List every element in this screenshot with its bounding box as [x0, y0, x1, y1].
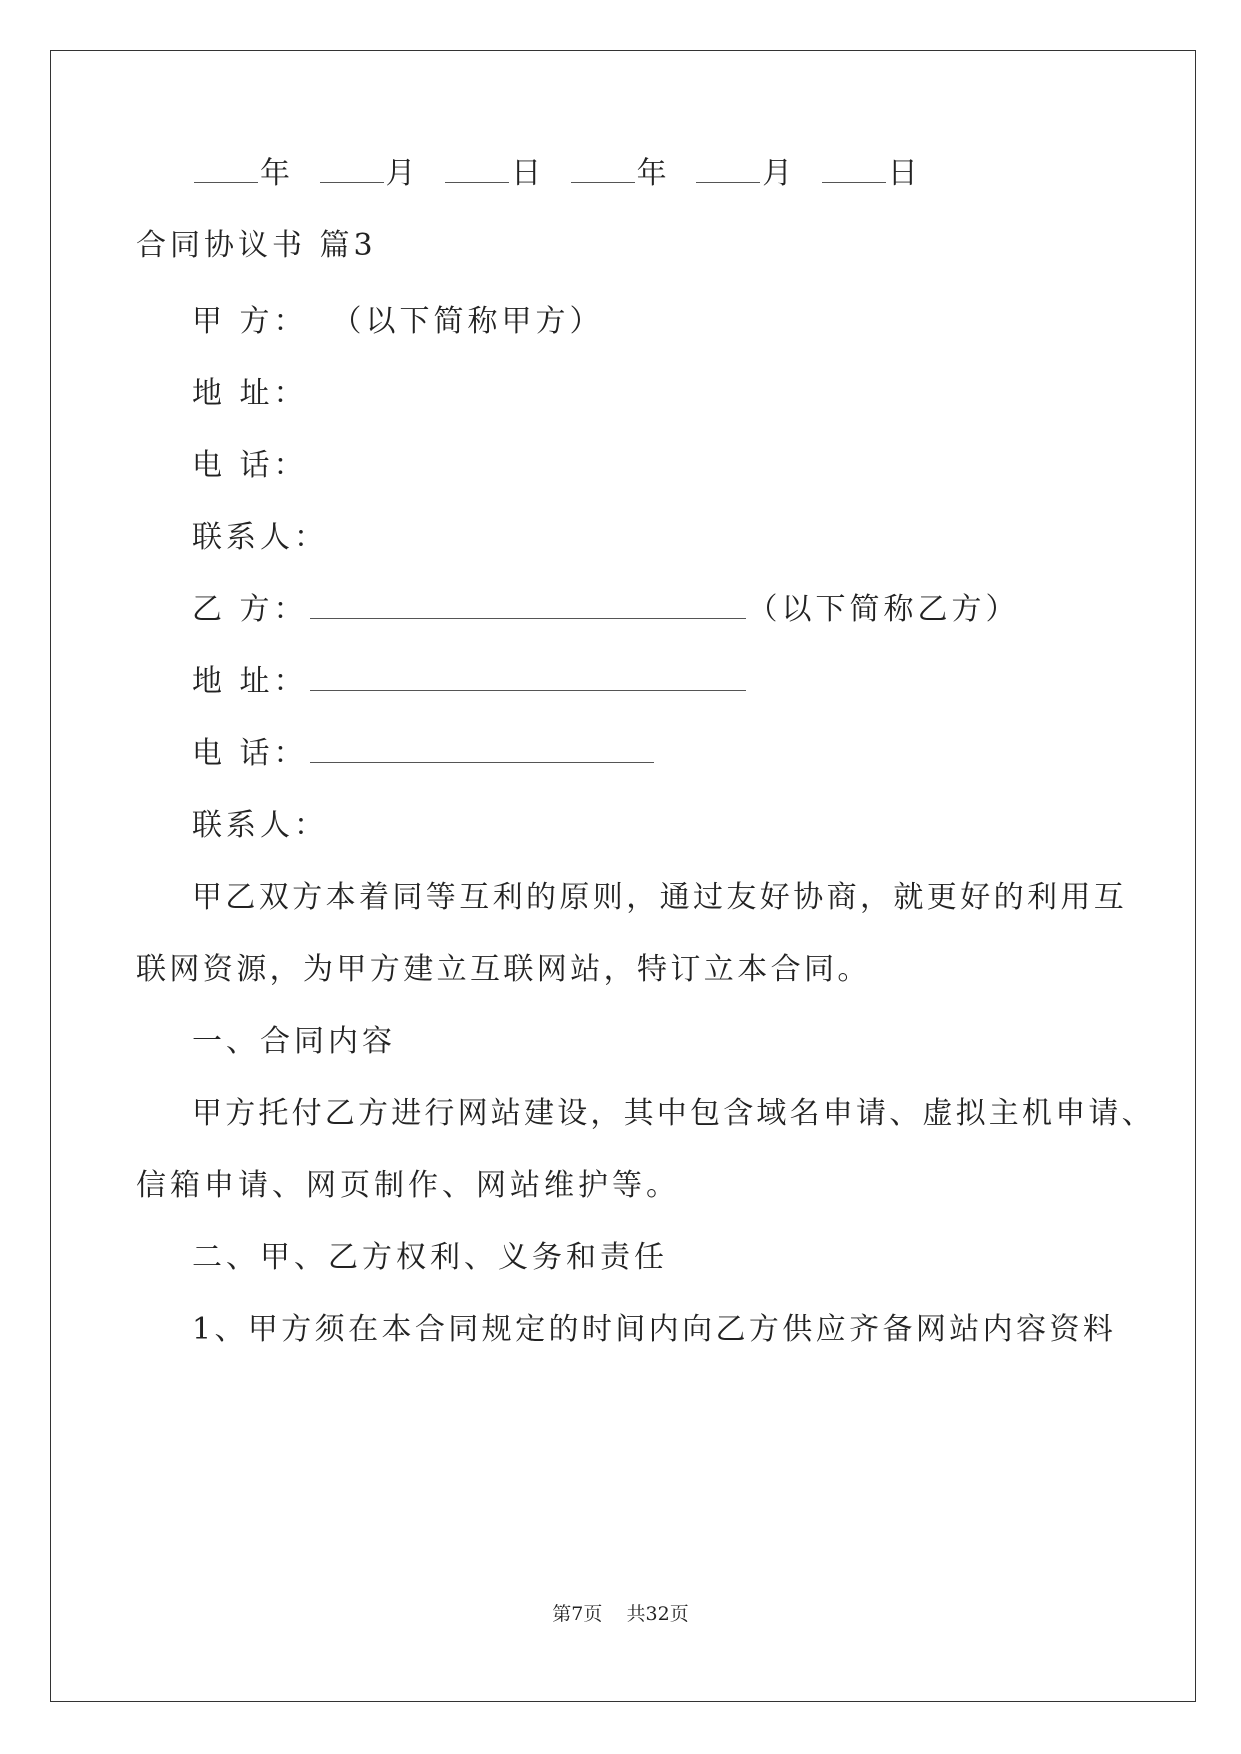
- party-b-address: [192, 662, 748, 702]
- party-a-address-label: 地 址：: [192, 376, 308, 411]
- content-line-1: 甲方托付乙方进行网站建设，其中包含域名申请、虚拟主机申请、: [192, 1096, 1155, 1131]
- month-blank-1[interactable]: [320, 156, 384, 183]
- party-a-name-suffix: （以下简称甲方）: [331, 304, 604, 339]
- party-a-name-label: 甲 方：: [192, 304, 308, 339]
- party-b-contact-label: 联系人：: [192, 808, 328, 843]
- month-label-2: 月: [762, 156, 797, 191]
- month-blank-2[interactable]: [696, 156, 760, 183]
- party-b-address-field[interactable]: [310, 664, 746, 691]
- party-b-name-suffix: （以下简称乙方）: [747, 592, 1020, 627]
- party-b-name: [192, 590, 1020, 630]
- party-b-name-label: 乙 方：: [192, 592, 308, 627]
- month-label-1: 月: [385, 156, 420, 191]
- intro-line-1: 甲乙双方本着同等互利的原则，通过友好协商，就更好的利用互: [192, 880, 1128, 915]
- page-footer: [0, 1602, 1241, 1626]
- intro-line-2: 联网资源，为甲方建立互联网站，特订立本合同。: [136, 952, 871, 987]
- page-total: 共32页: [626, 1603, 689, 1625]
- section-title: 合同协议书 篇3: [136, 228, 377, 263]
- heading-contract-content: 一、合同内容: [192, 1024, 396, 1059]
- date-line: [192, 154, 922, 194]
- day-blank-1[interactable]: [445, 156, 509, 183]
- heading-rights-duties: 二、甲、乙方权利、义务和责任: [192, 1240, 668, 1275]
- page-number: 第7页: [552, 1603, 603, 1625]
- day-label-2: 日: [887, 156, 922, 191]
- party-b-name-field[interactable]: [310, 592, 746, 619]
- party-a-contact-label: 联系人：: [192, 520, 328, 555]
- party-b-phone-label: 电 话：: [192, 736, 308, 771]
- year-blank-2[interactable]: [571, 156, 635, 183]
- party-b-address-label: 地 址：: [192, 664, 308, 699]
- day-blank-2[interactable]: [822, 156, 886, 183]
- year-label-1: 年: [260, 156, 294, 191]
- party-a-phone-label: 电 话：: [192, 448, 308, 483]
- content-line-2: 信箱申请、网页制作、网站维护等。: [136, 1168, 680, 1203]
- page-border: [50, 50, 1196, 1702]
- party-b-phone: [192, 734, 656, 774]
- day-label-1: 日: [511, 156, 546, 191]
- year-blank-1[interactable]: [194, 156, 258, 183]
- party-a-name: [192, 302, 604, 342]
- party-b-phone-field[interactable]: [310, 736, 654, 763]
- year-label-2: 年: [636, 156, 671, 191]
- item-1: 1、甲方须在本合同规定的时间内向乙方供应齐备网站内容资料: [192, 1312, 1117, 1347]
